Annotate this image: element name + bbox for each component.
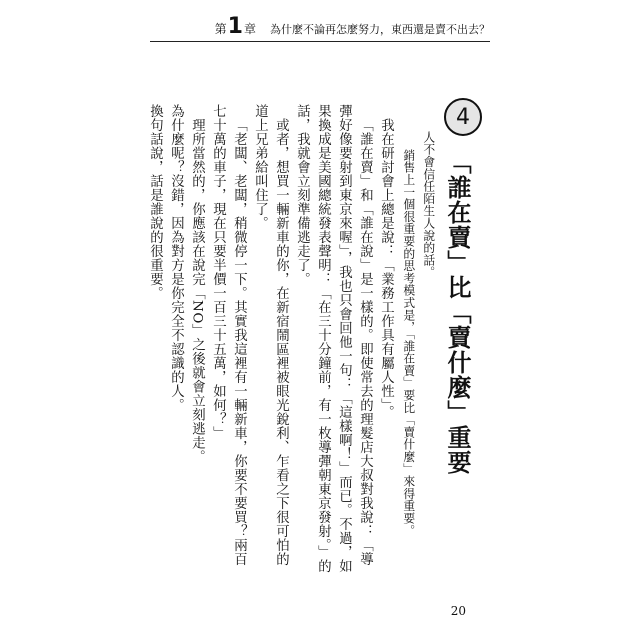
header-rule xyxy=(150,41,490,42)
text-column: 七十萬的車子，現在只要半價一百三十五萬，如何？」 xyxy=(210,104,226,440)
running-header xyxy=(215,14,490,39)
chapter-prefix: 第 xyxy=(214,22,227,36)
text-column: 為什麼呢？沒錯，因為對方是你完全不認識的人。 xyxy=(168,104,184,412)
chapter-suffix: 章 xyxy=(243,22,256,36)
text-column: 我在研討會上總是說：「業務工作具有屬人性」。 xyxy=(378,118,394,420)
section-title: 「誰在賣」比「賣什麼」重要 xyxy=(443,150,471,475)
text-column: 果換成是美國總統發表聲明：「在三十分鐘前，有一枚導彈朝東京發射。」的 xyxy=(315,104,331,574)
section-number-badge xyxy=(444,98,482,136)
text-column: 「誰在賣」和「誰在說」是一樣的。即使常去的理髮店大叔對我說：「導 xyxy=(357,118,373,566)
chapter-number: 1 xyxy=(227,14,243,39)
page-number: 20 xyxy=(450,604,466,618)
section-number: 4 xyxy=(456,104,470,130)
chapter-title: 為什麼不論再怎麼努力，東西還是賣不出去？ xyxy=(270,23,490,36)
text-column: 人不會信任陌生人說的話。 xyxy=(421,131,436,279)
text-column: 換句話說，話是誰說的很重要。 xyxy=(147,104,163,300)
text-column: 話，我就會立刻準備逃走了。 xyxy=(294,104,310,286)
text-column: 彈好像要射到東京來喔」，我也只會回他一句：「這樣啊！」而已。不過，如 xyxy=(336,104,352,574)
text-column: 「老闆、老闆，稍微停一下。其實我這裡有一輛新車，你要不要買？兩百 xyxy=(231,118,247,566)
text-column: 銷售上一個很重要的思考模式是，「誰在賣」要比「賣什麼」來得重要。 xyxy=(401,149,416,537)
text-column: 或者，想買一輛新車的你，在新宿鬧區裡被眼光銳利、乍看之下很可怕的 xyxy=(273,118,289,566)
text-column: 理所當然的，你應該在說完「NO」之後就會立刻逃走。 xyxy=(189,118,205,464)
text-column: 道上兄弟給叫住了。 xyxy=(252,104,268,230)
